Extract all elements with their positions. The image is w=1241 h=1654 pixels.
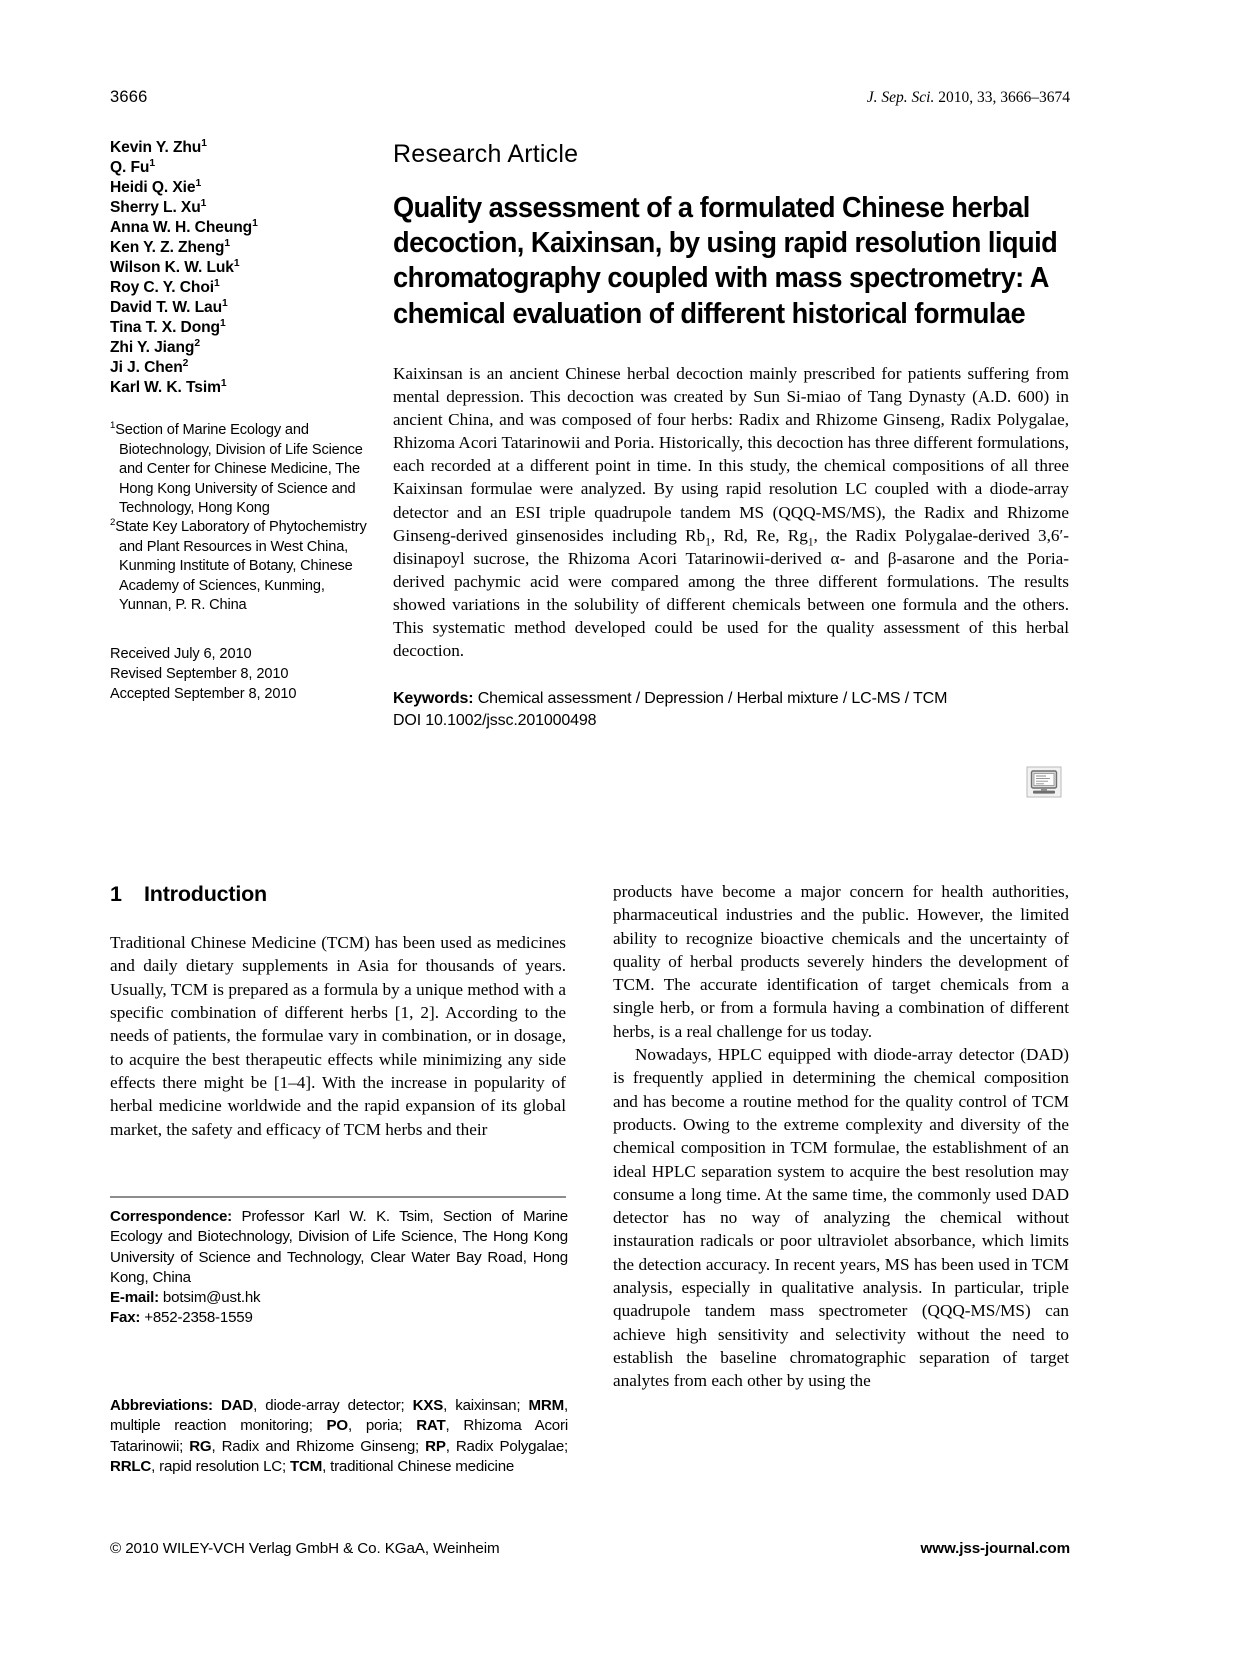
affiliation: $^1$Section of Marine Ecology and Biotechnology, Division of Life Science and Center for Chinese Medicine, The Hong Kong University of Science and Technology, Hong Kong xyxy=(110,420,363,517)
section-title: Introduction xyxy=(144,882,267,906)
author-name: David T. W. Lau$^1$ xyxy=(110,298,228,317)
article-type-label: Research Article xyxy=(393,140,579,168)
subscript: 1 xyxy=(705,536,711,549)
author-name: Kevin Y. Zhu$^1$ xyxy=(110,137,207,156)
author-name: Karl W. K. Tsim$^1$ xyxy=(110,378,227,397)
date-revised: Revised September 8, 2010 xyxy=(110,666,289,683)
affiliation-mark: 2 xyxy=(110,517,116,529)
paragraph: Nowadays, HPLC equipped with diode-array detector (DAD) is frequently applied in determining the chemical composition and has become a routine method for the quality control of TCM products. Owing to the extreme complexity and diversity of the chemical composition in TCM formulae, the establishment of an ideal HPLC separation system to acquire the best resolution may consume a long time. At the same time, the commonly used DAD detector has no way of analyzing the chemical without instauration radicals or poor ultraviolet absorbance, which limits the detection accuracy. In recent years, MS has been used in TCM analysis, especially in qualitative analysis. In particular, triple quadrupole tandem mass spectrometer (QQQ-MS/MS) can achieve high sensitivity and selectivity without the need to establish the baseline chromatographic separation of target analytes from each other by using the xyxy=(613,1045,1069,1391)
abbreviations-note xyxy=(110,1396,568,1477)
keywords-block xyxy=(393,688,1069,732)
body-column-right xyxy=(613,880,1069,1393)
section-number: 1 xyxy=(110,882,122,906)
abstract-text: Kaixinsan is an ancient Chinese herbal decoction mainly prescribed for patients suffering from mental depression. This decoction was created by Sun Si-miao of Tang Dynasty (A.D. 600) in ancient China, and was composed of four herbs: Radix and Rhizome Ginseng, Radix Polygalae, Rhizoma Acori Tatarinowii and Poria. Historically, this decoction has three different formulations, each recorded at a different point in time. In this study, the chemical compositions of all three Kaixinsan formulae were analyzed. By using rapid resolution LC coupled with a diode-array detector and an ESI triple quadrupole tandem MS (QQQ-MS/MS), the Radix and Rhizome Ginseng-derived ginsenosides including $Rb_1$, Rd, Re, $Rg_1$, the Radix Polygalae-derived 3,6′-disinapoyl sucrose, the Rhizoma Acori Tatarinowii-derived α- and β-asarone and the Poria-derived pachymic acid were compared among the three different formulations. The results showed variations in the solubility of different chemicals between one formula and the others. This systematic method developed could be used for the quality assessment of this herbal decoction. xyxy=(393,363,1069,661)
email-value[interactable]: botsim@ust.hk xyxy=(158,1289,261,1307)
author-name: Sherry L. Xu$^1$ xyxy=(110,197,207,217)
paragraph: Traditional Chinese Medicine (TCM) has been used as medicines and daily dietary supplements in Asia for thousands of years. Usually, TCM is prepared as a formula by a unique method with a specific combination of different herbs [1, 2]. According to the needs of patients, the formulae vary in combination, or in dosage, to acquire the best therapeutic effects while minimizing any side effects there might be [1–4]. With the increase in popularity of herbal medicine worldwide and the rapid expansion of its global market, the safety and efficacy of TCM herbs and their xyxy=(110,933,566,1139)
section-heading-introduction xyxy=(110,880,566,909)
abbreviation-definition: , Rhizoma Acori Tatarinowii; xyxy=(110,1417,568,1455)
copyright-notice: © 2010 WILEY-VCH Verlag GmbH & Co. KGaA, Weinheim xyxy=(110,1540,500,1557)
body-column-left xyxy=(110,880,566,1141)
author-name: Anna W. H. Cheung$^1$ xyxy=(110,217,258,237)
abbreviation-definition: , poria; xyxy=(347,1417,417,1435)
journal-volume-pages: 2010, 33, 3666–3674 xyxy=(934,89,1070,106)
fax-value: +852-2358-1559 xyxy=(140,1309,253,1327)
subscript: 1 xyxy=(807,536,814,549)
abbreviation-term: MRM xyxy=(528,1397,564,1414)
abbreviation-term: TCM xyxy=(290,1457,323,1475)
footnote-divider xyxy=(110,1196,566,1198)
abbreviation-definition: , traditional Chinese medicine xyxy=(322,1457,515,1475)
author-affiliation-mark: 1 xyxy=(219,318,226,330)
abbreviation-term: KXS xyxy=(412,1397,444,1414)
abbreviation-definition: , Radix Polygalae; xyxy=(445,1437,569,1455)
author-rail xyxy=(110,138,368,705)
author-name: Zhi Y. Jiang$^2$ xyxy=(110,338,200,357)
article-head xyxy=(393,140,1069,733)
author-list xyxy=(110,138,368,398)
author-affiliation-mark: 1 xyxy=(201,137,207,149)
paragraph: products have become a major concern for health authorities, pharmaceutical industries and the public. However, the limited ability to recognize bioactive chemicals and the uncertainty of quality of herbal products severely hinders the development of TCM. The accurate identification of target chemicals from a single herb, or from a formula having a combination of different herbs, is a real challenge for us today. xyxy=(613,882,1069,1041)
author-affiliation-mark: 2 xyxy=(194,338,200,350)
abbreviations-label: Abbreviations: xyxy=(110,1397,213,1414)
abbreviation-definition: , kaixinsan; xyxy=(443,1397,529,1414)
author-affiliation-mark: 1 xyxy=(200,197,207,209)
keywords-label: Keywords: xyxy=(393,690,474,708)
abbreviation-term: RRLC xyxy=(110,1457,152,1475)
author-name: Heidi Q. Xie$^1$ xyxy=(110,177,202,197)
keywords-value: Chemical assessment / Depression / Herbal mixture / LC-MS / TCM xyxy=(473,690,948,708)
affiliation-list xyxy=(110,421,368,615)
email-label: E-mail: xyxy=(110,1289,159,1307)
journal-citation xyxy=(867,89,1070,107)
abbreviation-term: DAD xyxy=(221,1397,254,1414)
author-affiliation-mark: 2 xyxy=(182,358,189,370)
doi: DOI 10.1002/jssc.201000498 xyxy=(393,712,597,730)
author-affiliation-mark: 1 xyxy=(220,378,227,390)
page-footer xyxy=(110,1540,1070,1557)
page-number: 3666 xyxy=(110,88,148,106)
abbreviation-definition: , diode-array detector; xyxy=(253,1397,413,1414)
author-name: Ken Y. Z. Zheng$^1$ xyxy=(110,237,230,257)
author-affiliation-mark: 1 xyxy=(252,217,258,229)
abbreviation-term: PO xyxy=(326,1417,348,1435)
author-affiliation-mark: 1 xyxy=(195,177,202,189)
correspondence-note xyxy=(110,1207,568,1329)
author-affiliation-mark: 1 xyxy=(233,258,240,269)
author-name: Wilson K. W. Luk$^1$ xyxy=(110,258,240,277)
correspondence-text: Professor Karl W. K. Tsim, Section of Marine Ecology and Biotechnology, Division of Life Science, The Hong Kong University of Science and Technology, Clear Water Bay Road, Hong Kong, China xyxy=(110,1208,568,1286)
abbreviation-definition: , multiple reaction monitoring; xyxy=(110,1397,568,1435)
fax-label: Fax: xyxy=(110,1309,141,1327)
abbreviation-term: RG xyxy=(189,1437,212,1455)
article-title: Quality assessment of a formulated Chinese herbal decoction, Kaixinsan, by using rapid resolution liquid chromatography coupled with mass spectrometry: A chemical evaluation of different historical formulae xyxy=(393,192,1058,330)
author-affiliation-mark: 1 xyxy=(214,278,220,290)
abbreviation-definition: , rapid resolution LC; xyxy=(151,1457,290,1475)
author-affiliation-mark: 1 xyxy=(224,237,230,249)
journal-name: J. Sep. Sci. xyxy=(866,89,935,106)
abbreviation-term: RAT xyxy=(416,1417,446,1435)
submission-dates xyxy=(110,645,368,705)
author-affiliation-mark: 1 xyxy=(222,298,228,310)
running-head xyxy=(110,88,1070,107)
affiliation: $^2$State Key Laboratory of Phytochemistry and Plant Resources in West China, Kunming Institute of Botany, Chinese Academy of Sciences, Kunming, Yunnan, P. R. China xyxy=(110,517,367,614)
author-name: Tina T. X. Dong$^1$ xyxy=(110,318,226,337)
journal-website[interactable]: www.jss-journal.com xyxy=(920,1540,1070,1557)
author-name: Roy C. Y. Choi$^1$ xyxy=(110,278,220,297)
author-name: Ji J. Chen$^2$ xyxy=(110,358,189,377)
date-received: Received July 6, 2010 xyxy=(110,646,252,663)
correspondence-label: Correspondence: xyxy=(110,1208,232,1225)
author-affiliation-mark: 1 xyxy=(149,157,155,169)
affiliation-mark: 1 xyxy=(110,420,116,432)
computer-monitor-icon xyxy=(1026,766,1062,798)
date-accepted: Accepted September 8, 2010 xyxy=(110,686,297,703)
author-name: Q. Fu$^1$ xyxy=(110,157,155,177)
abbreviation-definition: , Radix and Rhizome Ginseng; xyxy=(211,1437,426,1455)
abbreviation-term: RP xyxy=(425,1437,446,1455)
